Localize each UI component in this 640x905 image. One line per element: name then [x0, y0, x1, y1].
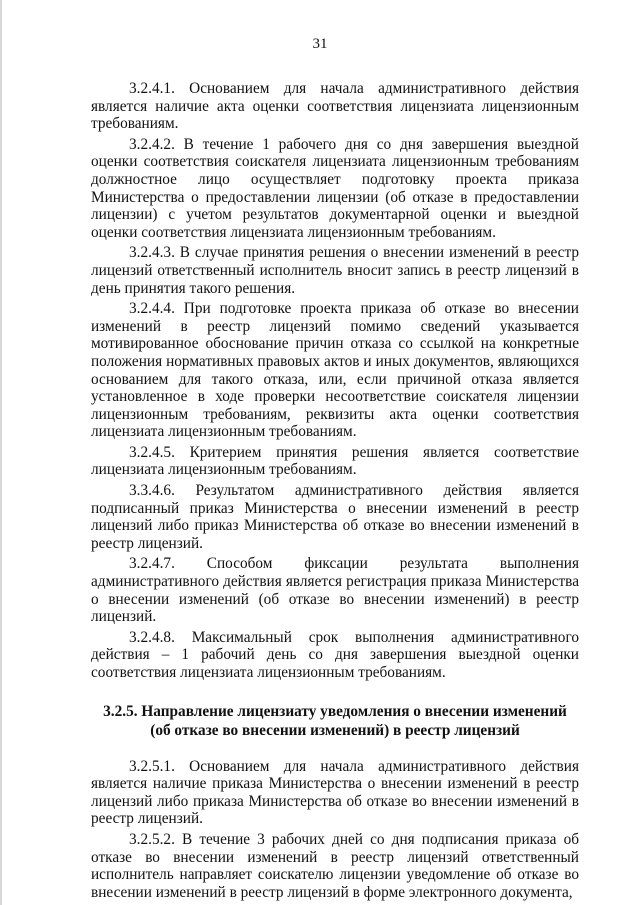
section-heading-3-2-5 [91, 702, 579, 740]
heading-line-1: 3.2.5. Направление лицензиату уведомления о внесении изменений [103, 702, 567, 720]
document-body [91, 80, 579, 904]
paragraph-3-2-4-3: 3.2.4.3. В случае принятия решения о внесении изменений в реестр лицензий ответственный исполнитель вносит запись в реестр лицензий в день принятия такого решения. [91, 244, 579, 297]
page-number: 31 [312, 36, 328, 52]
paragraph-3-2-4-5: 3.2.4.5. Критерием принятия решения является соответствие лицензиата лицензионным требованиям. [91, 443, 579, 479]
paragraph-3-2-4-7: 3.2.4.7. Способом фиксации результата выполнения административного действия является регистрация приказа Министерства о внесении изменений (об отказе во внесении изменений) в реестр лицензий. [91, 555, 579, 626]
paragraph-3-2-4-1: 3.2.4.1. Основанием для начала административного действия является наличие акта оценки соответствия лицензиата лицензионным требованиям. [91, 80, 579, 133]
paragraph-3-2-4-2: 3.2.4.2. В течение 1 рабочего дня со дня завершения выездной оценки соответствия соискателя лицензиата лицензионным требованиям должностное лицо осуществляет подготовку проекта приказа Министерства о предоставлении лицензии (об отказе в предоставлении лицензии) с учетом результатов документарной оценки и выездной оценки соответствия лицензиата лицензионным требованиям. [91, 135, 579, 241]
paragraph-3-2-4-4: 3.2.4.4. При подготовке проекта приказа об отказе во внесении изменений в реестр лицензий помимо сведений указывается мотивированное обоснование причин отказа со ссылкой на конкретные положения нормативных правовых актов и иных документов, являющихся основанием для такого отказа, или, если причиной отказа является установленное в ходе проверки несоответствие соискателя лицензии лицензионным требованиям, реквизиты акта оценки соответствия лицензиата лицензионным требованиям. [91, 300, 579, 441]
scan-edge [0, 0, 2, 905]
heading-line-2: (об отказе во внесении изменений) в реестр лицензий [150, 721, 520, 739]
paragraph-3-2-5-1: 3.2.5.1. Основанием для начала административного действия является наличие приказа Министерства о внесении изменений в реестр лицензий либо приказа Министерства об отказе во внесении изменений в реестр лицензий. [91, 757, 579, 828]
paragraph-3-3-4-6: 3.3.4.6. Результатом административного действия является подписанный приказ Министерства о внесении изменений в реестр лицензий либо приказ Министерства об отказе во внесении изменений в реестр лицензий. [91, 482, 579, 552]
paragraph-3-2-4-8: 3.2.4.8. Максимальный срок выполнения административного действия – 1 рабочий день со дня завершения выездной оценки соответствия лицензиата лицензионным требованиям. [91, 628, 579, 681]
paragraph-3-2-5-2: 3.2.5.2. В течение 3 рабочих дней со дня подписания приказа об отказе во внесении изменений в реестр лицензий ответственный исполнитель направляет соискателю лицензии уведомление об отказе во внесении изменений в реестр лицензий в форме электронного документа, [91, 830, 579, 901]
